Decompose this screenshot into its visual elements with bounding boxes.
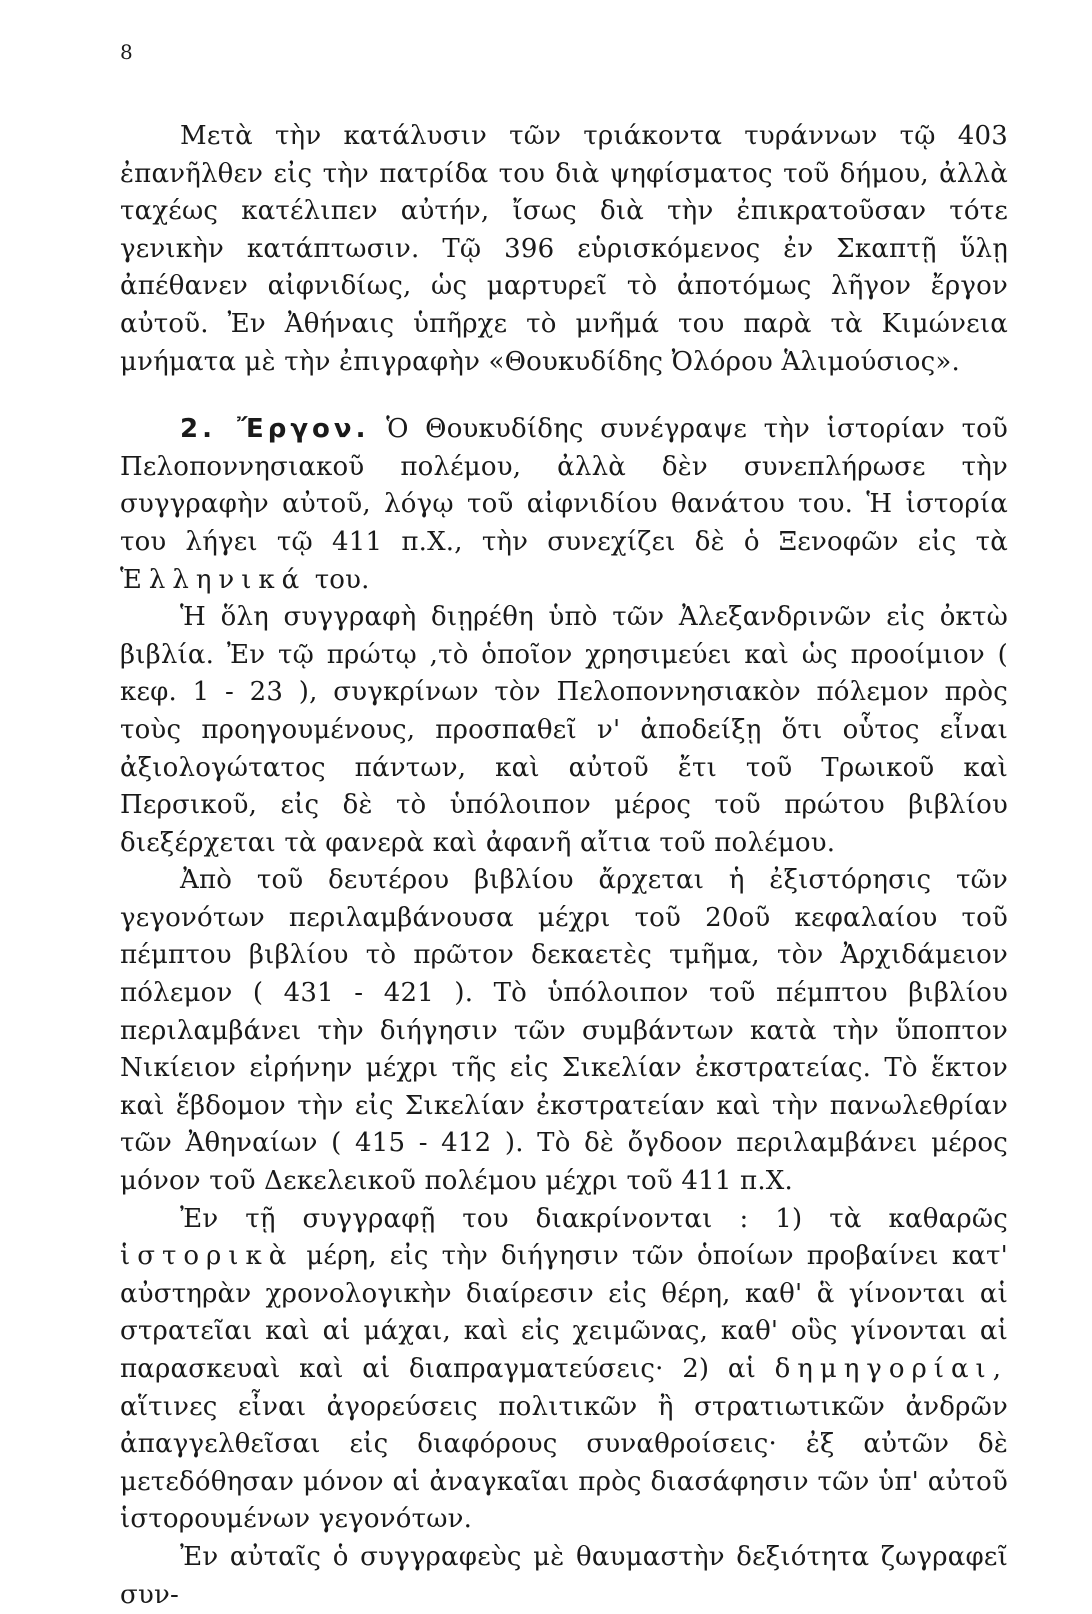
section-heading-work: 2. Ἔργον.: [180, 414, 370, 445]
paragraph-death: Μετὰ τὴν κατάλυσιν τῶν τριάκοντα τυράννων τῷ 403 ἐπανῆλθεν εἰς τὴν πατρίδα του διὰ ψηφίσματος τοῦ δήμου, ἀλλὰ ταχέως κατέλιπεν αὐτήν, ἴσως διὰ τὴν ἐπικρατοῦσαν τότε γενικὴν κατάπτωσιν. Τῷ 396 εὑρισκόμενος ἐν Σκαπτῇ ὕλῃ ἀπέθανεν αἰφνιδίως, ὡς μαρτυρεῖ τὸ ἀποτόμως λῆγον ἔργον αὐτοῦ. Ἐν Ἀθήναις ὑπῆρχε τὸ μνῆμά του παρὰ τὰ Κιμώνεια μνήματα μὲ τὴν ἐπιγραφὴν «Θουκυδίδης Ὀλόρου Ἁλιμούσιος».: [120, 121, 1008, 377]
historika-term: ἱστορικὰ: [120, 1241, 294, 1272]
page-number: 8: [120, 40, 133, 64]
paragraph-second-book: Ἀπὸ τοῦ δευτέρου βιβλίου ἄρχεται ἡ ἐξιστόρησις τῶν γεγονότων περιλαμβάνουσα μέχρι τοῦ 20οῦ κεφαλαίου τοῦ πέμπτου βιβλίου τὸ πρῶτον δεκαετὲς τμῆμα, τὸν Ἀρχιδάμειον πόλεμον ( 431 - 421 ). Τὸ ὑπόλοιπον τοῦ πέμπτου βιβλίου περιλαμβάνει τὴν διήγησιν τῶν συμβάντων κατὰ τὴν ὕποπτον Νικίειον εἰρήνην μέχρι τῆς εἰς Σικελίαν ἐκστρατείας. Τὸ ἕκτον καὶ ἕβδομον τὴν εἰς Σικελίαν ἐκστρατείαν καὶ τὴν πανωλεθρίαν τῶν Ἀθηναίων ( 415 - 412 ). Τὸ δὲ ὄγδοον περιλαμβάνει μέρος μόνον τοῦ Δεκελεικοῦ πολέμου μέχρι τοῦ 411 π.Χ.: [120, 865, 1008, 1197]
demegoriai-term: δημηγορίαι,: [774, 1354, 1008, 1384]
work-intro-end: του.: [314, 564, 370, 595]
section-gap: [120, 381, 1008, 411]
paragraph-work-intro: [120, 411, 1008, 599]
parts-text-b: μέρη, εἰς τὴν διήγησιν τῶν ὁποίων προβαίνει κατ' αὐστηρὰν χρονολογικὴν διαίρεσιν εἰς θέρη, καθ' ἃ γίνονται αἱ στρατεῖαι καὶ αἱ μάχαι, καὶ εἰς χειμῶνας, καθ' οὓς γίνονται αἱ παρασκευαὶ καὶ αἱ διαπραγματεύσεις· 2) αἱ: [120, 1241, 1008, 1384]
paragraph-parts: [120, 1201, 1008, 1539]
parts-text-c: αἵτινες εἶναι ἀγορεύσεις πολιτικῶν ἢ στρατιωτικῶν ἀνδρῶν ἀπαγγελθεῖσαι εἰς διαφόρους συναθροίσεις· ἐξ αὐτῶν δὲ μετεδόθησαν μόνον αἱ ἀναγκαῖαι πρὸς διασάφησιν τῶν ὑπ' αὐτοῦ ἱστορουμένων γεγονότων.: [120, 1391, 1008, 1535]
work-intro-text: Ὁ Θουκυδίδης συνέγραψε τὴν ἱστορίαν τοῦ Πελοποννησιακοῦ πολέμου, ἀλλὰ δὲν συνεπλήρωσε τὴν συγγραφὴν αὐτοῦ, λόγῳ τοῦ αἰφνιδίου θανάτου του. Ἡ ἱστορία του λήγει τῷ 411 π.Χ., τὴν συνεχίζει δὲ ὁ Ξενοφῶν εἰς τὰ: [120, 414, 1009, 557]
page-body: [120, 118, 1008, 1614]
parts-text-a: Ἐν τῇ συγγραφῇ του διακρίνονται : 1) τὰ καθαρῶς: [180, 1203, 1008, 1234]
paragraph-books: Ἡ ὅλη συγγραφὴ διῃρέθη ὑπὸ τῶν Ἀλεξανδρινῶν εἰς ὀκτὼ βιβλία. Ἐν τῷ πρώτῳ ,τὸ ὁποῖον χρησιμεύει καὶ ὡς προοίμιον ( κεφ. 1 - 23 ), συγκρίνων τὸν Πελοποννησιακὸν πόλεμον πρὸς τοὺς προηγουμένους, προσπαθεῖ ν' ἀποδείξῃ ὅτι οὗτος εἶναι ἀξιολογώτατος πάντων, καὶ αὐτοῦ ἔτι τοῦ Τρωικοῦ καὶ Περσικοῦ, εἰς δὲ τὸ ὑπόλοιπον μέρος τοῦ πρώτου βιβλίου διεξέρχεται τὰ φανερὰ καὶ ἀφανῆ αἴτια τοῦ πολέμου.: [120, 602, 1008, 858]
hellenika-title: Ἑλληνικά: [120, 564, 307, 595]
paragraph-last: Ἐν αὐταῖς ὁ συγγραφεὺς μὲ θαυμαστὴν δεξιότητα ζωγραφεῖ συν-: [120, 1541, 1008, 1610]
